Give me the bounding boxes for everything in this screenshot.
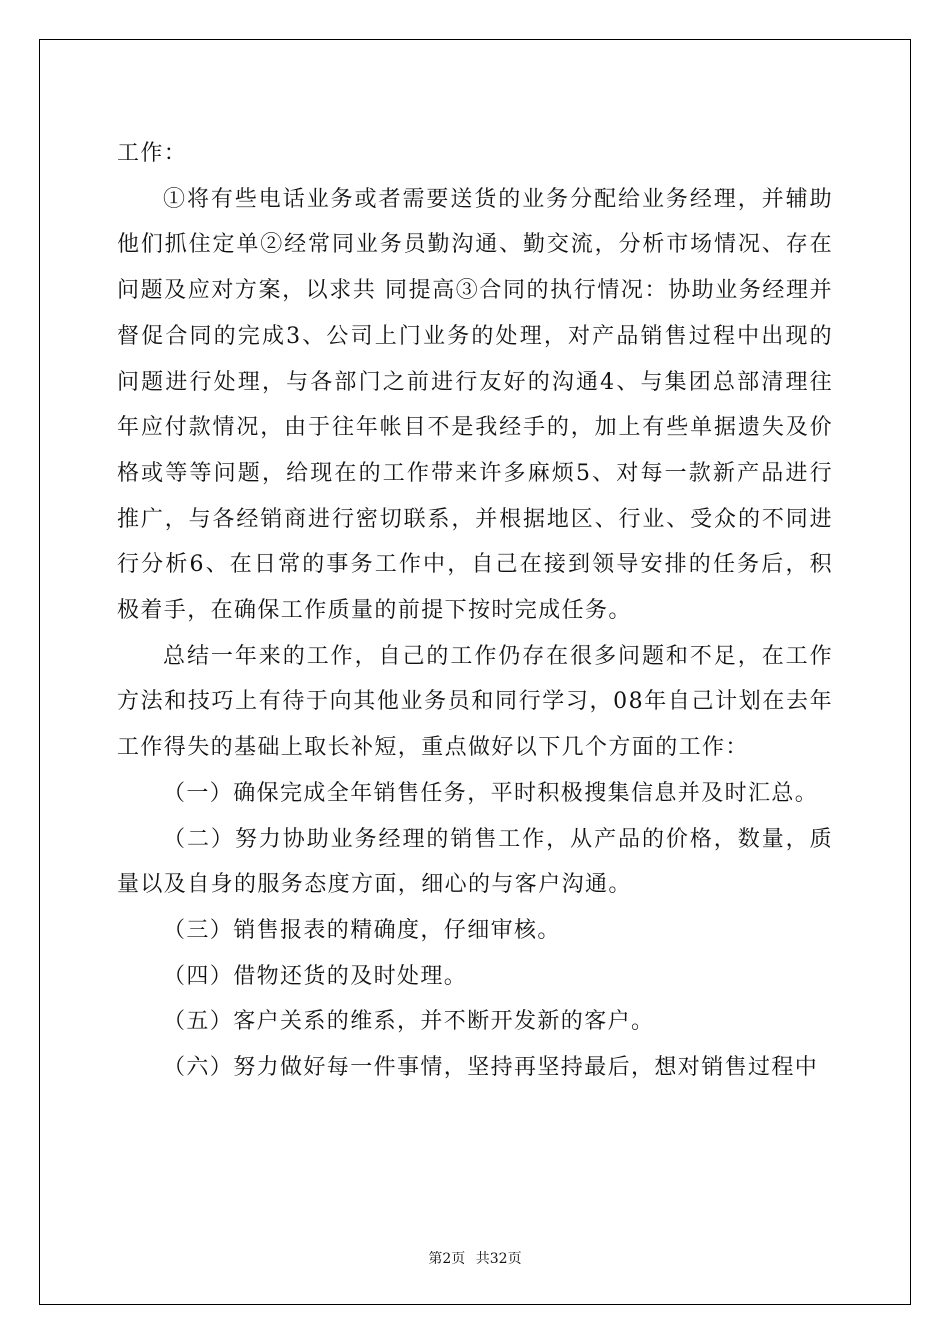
plan-item-2: （二）努力协助业务经理的销售工作，从产品的价格，数量，质量以及自身的服务态度方面，细心的与客户沟通。 [117, 826, 833, 898]
plan-item-5: （五）客户关系的维系，并不断开发新的客户。 [163, 1009, 655, 1035]
page-total: 共32页 [475, 1251, 522, 1267]
page-footer [0, 1248, 950, 1268]
paragraph-3: 总结一年来的工作，自己的工作仍存在很多问题和不足，在工作方法和技巧上有待于向其他业务员和同行学习，08年自己计划在去年工作得失的基础上取长补短，重点做好以下几个方面的工作： [117, 643, 833, 761]
paragraph-2: ①将有些电话业务或者需要送货的业务分配给业务经理，并辅助他们抓住定单②经常同业务员勤沟通、勤交流，分析市场情况、存在问题及应对方案，以求共 同提高③合同的执行情况：协助业务经理并督促合同的完成3、公司上门业务的处理，对产品销售过程中出现的问题进行处理，与各部门之前进行友好的沟通4、与集团总部清理往年应付款情况，由于往年帐目不是我经手的，加上有些单据遗失及价格或等等问题，给现在的工作带来许多麻烦5、对每一款新产品进行推广，与各经销商进行密切联系，并根据地区、行业、受众的不同进行分析6、在日常的事务工作中，自己在接到领导安排的任务后，积极着手，在确保工作质量的前提下按时完成任务。 [117, 186, 833, 624]
page-number: 第2页 [428, 1251, 466, 1267]
plan-item-1: （一）确保完成全年销售任务，平时积极搜集信息并及时汇总。 [163, 780, 819, 806]
plan-item-3: （三）销售报表的精确度，仔细审核。 [163, 917, 561, 943]
document-body [117, 131, 833, 1091]
plan-item-6: （六）努力做好每一件事情，坚持再坚持最后，想对销售过程中 [163, 1055, 819, 1081]
paragraph-1: 工作： [117, 141, 188, 166]
plan-item-4: （四）借物还货的及时处理。 [163, 963, 468, 989]
